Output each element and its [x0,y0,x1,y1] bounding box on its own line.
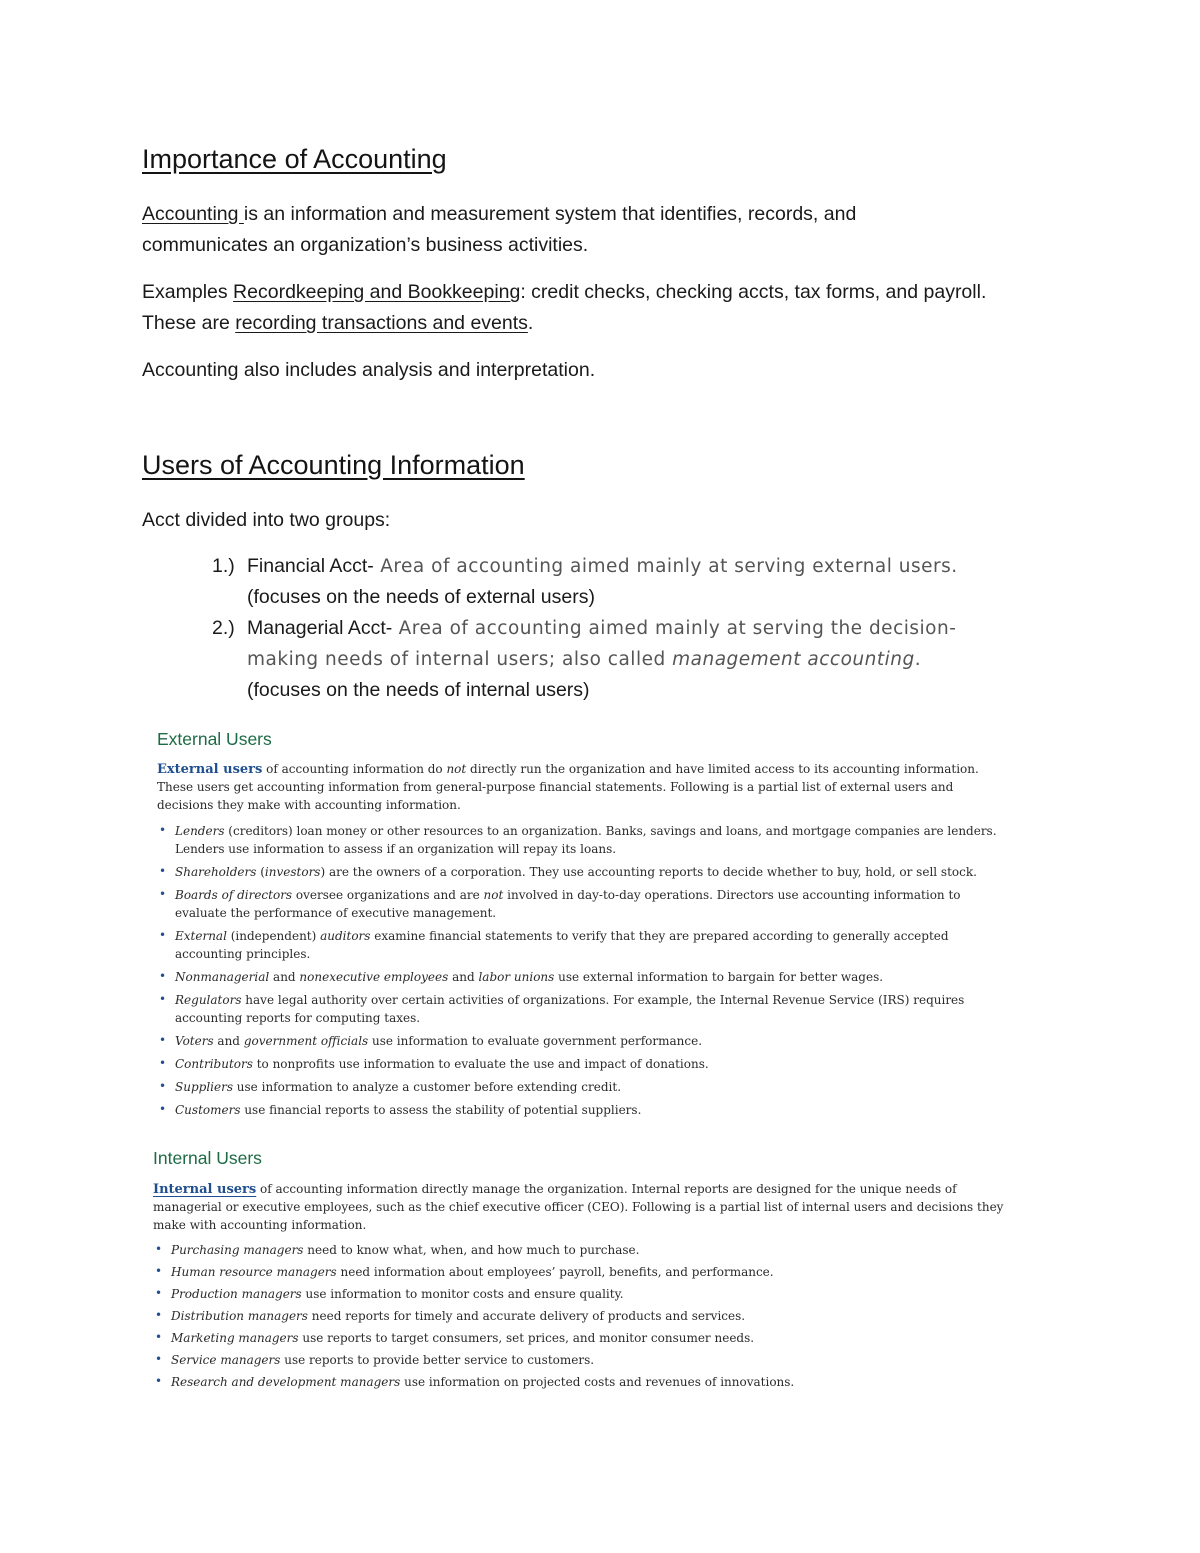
page-title: Importance of Accounting [142,144,447,174]
recordkeeping-term: Recordkeeping and Bookkeeping [233,281,521,303]
groups-intro: Acct divided into two groups: [142,509,391,531]
financial-acct-term: Financial Acct- [247,555,374,577]
bullet-icon: • [159,1056,167,1070]
analysis-line: Accounting also includes analysis and interpretation. [142,359,596,381]
bullet-icon: • [155,1330,163,1344]
bullet-icon: • [159,928,167,942]
external-intro-line-3: decisions they make with accounting information. [157,798,461,812]
managerial-acct-term: Managerial Acct- [247,617,393,639]
internal-intro-line-3: make with accounting information. [153,1218,367,1232]
external-users-term: External users [157,762,263,777]
definition-line-2: communicates an organization’s business activities. [142,234,589,256]
bullet-icon: • [155,1242,163,1256]
recording-line: These are recording transactions and events. [142,312,534,334]
internal-users-term: Internal users [153,1182,257,1197]
managerial-desc-line-2: making needs of internal users; also called management accounting. [247,649,922,670]
bullet-icon: • [159,823,167,837]
bullet-icon: • [155,1374,163,1388]
section-title-users: Users of Accounting Information [142,450,525,480]
internal-intro-line-1: Internal users of accounting information directly manage the organization. Internal reports are designed for the unique needs of [153,1182,957,1197]
accounting-term: Accounting [142,203,244,225]
bullet-icon: • [159,1033,167,1047]
internal-users-heading: Internal Users [153,1148,262,1168]
financial-focus: (focuses on the needs of external users) [247,586,595,608]
document-page: Importance of Accounting Accounting is an information and measurement system that identifies, records, and communicates an organization’s business activities. Examples Recordkeeping and Bookkeeping: credit checks, checking accts, tax forms, and payroll. These are recording transactions and events. Accounting also includes analysis and interpretation. Users of Accounting Information Acct divided into two groups: 1.) Financial Acct- Area of accounting aimed mainly at serving external users. (focuses on the needs of external users) 2.) Managerial Acct- Area of accounting aimed mainly at serving the decision- making needs of internal users; also called management accounting. (focuses on the needs of internal users) External Users External users of accounting information do not directly run the organization and have limited access to its accounting information. These users get accounting information from general-purpose financial statements. Following is a partial list of external users and decisions they make with accounting information. • Lenders (creditors) loan money or other resources to an organization. Banks, savings and loans, and mortgage companies are lenders. Lenders use information to assess if an organization will repay its loans. • Shareholders (investors) are the owners of a corporation. They use accounting reports to decide whether to buy, hold, or sell stock. • Boards of directors oversee organizations and are not involved in day-to-day operations. Directors use accounting information to evaluate the performance of executive management. • External (independent) auditors examine financial statements to verify that they are prepared according to generally accepted accounting principles. • Nonmanagerial and nonexecutive employees and labor unions use external information to bargain for better wages. • Regulators have legal authority over certain activities of organizations. For example, the Internal Revenue Service (IRS) requires accounting reports for computing taxes. • Voters and government officials use information to evaluate government performance. • Contributors to nonprofits use information to evaluate the use and impact of donations. • Suppliers use information to analyze a customer before extending credit. • Customers use financial reports to assess the stability of potential suppliers. Internal Users Internal users of accounting information directly manage the organization. Internal reports are designed for the unique needs of managerial or executive employees, such as the chief executive officer (CEO). Following is a partial list of internal users and decisions they make with accounting information. • Purchasing managers need to know what, when, and how much to purchase. • Human resource managers need information about employees’ payroll, benefits, and performance. • Production managers use information to monitor costs and ensure quality. • Distribution managers need reports for timely and accurate delivery of products and services. • Marketing managers use reports to target consumers, set prices, and monitor consumer needs. • Service managers use reports to provide better service to customers. • Research and development managers use information on projected costs and revenues of innovations. [142,144,1004,1389]
bullet-icon: • [159,864,167,878]
bullet-icon: • [155,1264,163,1278]
external-intro-line-1: External users of accounting information do not directly run the organization and have limited access to its accounting information. [157,762,979,777]
bullet-icon: • [155,1286,163,1300]
examples-line: Examples Recordkeeping and Bookkeeping: credit checks, checking accts, tax forms, and payroll. [142,281,987,303]
bullet-icon: • [155,1308,163,1322]
internal-intro-line-2: managerial or executive employees, such as the chief executive officer (CEO). Following is a partial list of internal users and decisions they [153,1200,1004,1214]
managerial-focus: (focuses on the needs of internal users) [247,679,590,701]
bullet-icon: • [159,887,167,901]
bullet-icon: • [159,969,167,983]
bullet-icon: • [159,1102,167,1116]
bullet-icon: • [155,1352,163,1366]
recording-term: recording transactions and events [235,312,528,334]
bullet-icon: • [159,992,167,1006]
external-users-heading: External Users [157,729,272,749]
external-intro-line-2: These users get accounting information from general-purpose financial statements. Following is a partial list of external users and [157,780,954,794]
bullet-icon: • [159,1079,167,1093]
definition-line-1: Accounting is an information and measurement system that identifies, records, and [142,203,857,225]
